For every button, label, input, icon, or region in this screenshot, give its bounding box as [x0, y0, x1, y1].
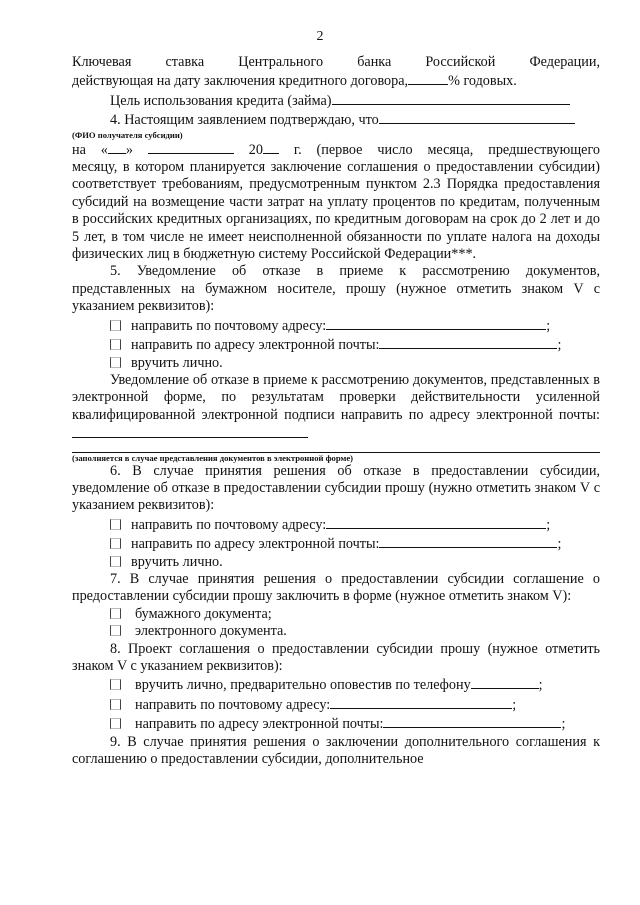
date-day-input[interactable] [108, 140, 126, 154]
item7-electronic-label: электронного документа. [135, 623, 287, 640]
item5-email-label: направить по адресу электронной почты: [131, 337, 380, 354]
item5-option-hand [72, 355, 600, 372]
item5-electronic-label: Уведомление об отказе в приеме к рассмотрению документов, представленных в электронной форме, по результатам проверки действительности усиленной квалифицированной электронной подписи направить по адресу электронной почты: [72, 371, 600, 423]
recipient-name-caption: (ФИО получателя субсидии) [72, 129, 183, 140]
item5-option-email [72, 335, 600, 354]
item5-post-label: направить по почтовому адресу: [131, 317, 327, 334]
item5-post-semicolon: ; [546, 317, 551, 334]
item8-text: 8. Проект соглашения о предоставлении субсидии прошу (нужное отметить знаком V с указанием реквизитов): [72, 640, 600, 674]
purpose-label: Цель использования кредита (займа) [110, 92, 332, 109]
item6-email-input[interactable] [379, 534, 557, 548]
item8-email-semicolon: ; [561, 716, 566, 733]
item6-option-hand [72, 554, 600, 571]
item5-option-post [72, 316, 600, 335]
item5-email-checkbox[interactable] [110, 339, 121, 350]
purpose-line [72, 91, 600, 110]
date-prefix: на « [72, 141, 108, 158]
item6-email-semicolon: ; [557, 536, 562, 553]
item4-text: месяцу, в котором планируется заключение соглашения о предоставлении субсидии) соответствует требованиям, предусмотренным пунктом 2.3 Порядка предоставления субсидий на возмещение части затрат на уплату процентов по кредитам, полученным в российских кредитных организациях, по кредитным договорам на срок до 2 лет и до 5 лет, в том числе не имеет неисполненной обязанности по уплате налога на доходы физических лиц в бюджетную систему Российской Федерации***. [72, 159, 600, 263]
key-rate-line-2 [72, 71, 600, 90]
item6-post-label: направить по почтовому адресу: [131, 516, 327, 533]
key-rate-input[interactable] [408, 71, 448, 85]
date-year: 20 [248, 141, 263, 158]
item8-post-semicolon: ; [512, 696, 517, 713]
item5-hand-label: вручить лично. [131, 354, 223, 371]
item7-text: 7. В случае принятия решения о предоставлении субсидии соглашение о предоставлении субсидии прошу заключить в форме (нужное отметить знаком V): [72, 570, 600, 605]
date-year-input[interactable] [263, 140, 279, 154]
date-month-input[interactable] [148, 140, 234, 154]
page-number: 2 [316, 29, 324, 44]
item5-post-checkbox[interactable] [110, 320, 121, 331]
item8-post-checkbox[interactable] [110, 699, 121, 710]
key-rate-suffix: % годовых. [448, 73, 517, 90]
item8-email-checkbox[interactable] [110, 718, 121, 729]
item8-option-email [72, 714, 600, 733]
item6-post-semicolon: ; [546, 516, 551, 533]
item6-text: 6. В случае принятия решения об отказе в предоставлении субсидии, уведомление об отказе в предоставлении субсидии прошу (нужно отметить знаком V с указанием реквизитов): [72, 462, 600, 514]
purpose-input[interactable] [332, 91, 570, 105]
date-year-suffix: г. (первое число месяца, предшествующего [293, 141, 601, 158]
item8-email-label: направить по адресу электронной почты: [135, 716, 384, 733]
item8-option-post [72, 695, 600, 714]
item5-email-semicolon: ; [557, 337, 562, 354]
item6-email-checkbox[interactable] [110, 538, 121, 549]
item7-option-paper [72, 606, 600, 623]
item6-post-input[interactable] [326, 515, 546, 529]
key-rate-prefix: действующая на дату заключения кредитного договора, [72, 73, 409, 90]
item5-hand-checkbox[interactable] [110, 357, 121, 368]
item5-electronic-text [72, 372, 600, 444]
item5-text: 5. Уведомление об отказе в приеме к рассмотрению документов, представленных на бумажном носителе, прошу (нужное отметить знаком V с указанием реквизитов): [72, 263, 600, 315]
item4-line1 [72, 110, 600, 129]
item7-paper-label: бумажного документа; [135, 605, 272, 622]
item8-post-input[interactable] [330, 695, 512, 709]
item6-hand-checkbox[interactable] [110, 556, 121, 567]
item8-hand-checkbox[interactable] [110, 679, 121, 690]
item8-email-input[interactable] [383, 714, 561, 728]
key-rate-line: Ключевая ставка Центрального банка Российской Федерации, [72, 54, 600, 70]
item8-hand-label: вручить лично, предварительно оповестив по телефону [135, 677, 471, 694]
item4-intro: 4. Настоящим заявлением подтверждаю, что [110, 112, 379, 129]
item8-option-hand [72, 675, 600, 694]
item7-electronic-checkbox[interactable] [110, 625, 121, 636]
item7-option-electronic [72, 623, 600, 640]
item8-hand-semicolon: ; [538, 677, 543, 694]
form-page [72, 0, 600, 768]
item6-option-email [72, 534, 600, 553]
item6-post-checkbox[interactable] [110, 519, 121, 530]
item5-post-input[interactable] [326, 316, 546, 330]
item6-option-post [72, 515, 600, 534]
date-quote: » [125, 141, 133, 158]
item5-electronic-caption: (заполняется в случае представления документов в электронной форме) [72, 452, 354, 463]
item5-electronic-email-input[interactable] [72, 424, 308, 438]
item6-hand-label: вручить лично. [131, 553, 223, 570]
recipient-name-input[interactable] [379, 110, 575, 124]
item7-paper-checkbox[interactable] [110, 608, 121, 619]
item9-text: 9. В случае принятия решения о заключении дополнительного соглашения к соглашению о предоставлении субсидии, дополнительное [72, 733, 600, 768]
item8-phone-input[interactable] [471, 675, 539, 689]
item5-email-input[interactable] [379, 335, 557, 349]
item4-date-line [72, 140, 600, 159]
item6-email-label: направить по адресу электронной почты: [131, 536, 380, 553]
item8-post-label: направить по почтовому адресу: [135, 696, 331, 713]
